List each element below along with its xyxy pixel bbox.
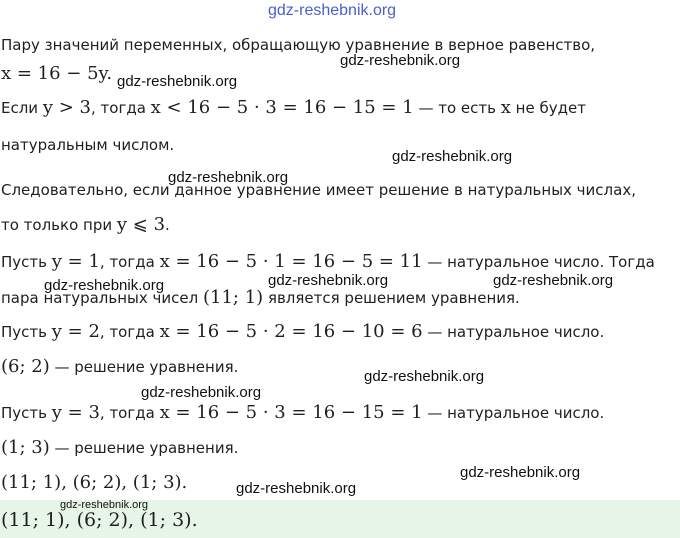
line-3-text-d: не будет bbox=[510, 99, 586, 117]
line-11-text-b: , тогда bbox=[99, 404, 160, 422]
line-12-math-a: (1; 3) bbox=[1, 437, 50, 458]
top-watermark[interactable]: gdz-reshebnik.org bbox=[268, 2, 397, 19]
solution-line-3 bbox=[1, 98, 586, 118]
solution-line-13 bbox=[1, 473, 187, 493]
watermark: gdz-reshebnik.org bbox=[236, 480, 357, 497]
solution-line-4 bbox=[1, 135, 174, 155]
line-8-text-a: пара натуральных чисел bbox=[1, 289, 203, 307]
line-3-math-c: x bbox=[500, 97, 511, 118]
solution-line-12 bbox=[1, 438, 238, 458]
watermark: gdz-reshebnik.org bbox=[392, 148, 513, 165]
line-9-text-a: Пусть bbox=[1, 323, 52, 341]
line-7-text-a: Пусть bbox=[1, 253, 52, 271]
watermark-small: gdz-reshebnik.org bbox=[60, 499, 149, 511]
watermark: gdz-reshebnik.org bbox=[141, 384, 262, 401]
line-2-equation: x = 16 − 5y. bbox=[1, 63, 113, 84]
watermark: gdz-reshebnik.org bbox=[364, 368, 485, 385]
line-10-text-a: — решение уравнения. bbox=[49, 358, 239, 376]
line-9-math-a: y = 2 bbox=[51, 321, 100, 342]
watermark: gdz-reshebnik.org bbox=[168, 169, 289, 186]
line-7-math-a: y = 1 bbox=[51, 251, 100, 272]
line-13-math-a: (11; 1), (6; 2), (1; 3). bbox=[1, 472, 188, 493]
solution-line-9 bbox=[1, 322, 604, 342]
line-8-text-b: является решением уравнения. bbox=[263, 289, 520, 307]
answer-math: (11; 1), (6; 2), (1; 3). bbox=[1, 509, 198, 531]
line-3-math-a: y > 3 bbox=[42, 97, 91, 118]
line-8-math-a: (11; 1) bbox=[202, 287, 264, 308]
solution-line-6 bbox=[1, 215, 170, 235]
solution-line-2 bbox=[1, 64, 112, 84]
watermark: gdz-reshebnik.org bbox=[44, 277, 165, 294]
line-9-text-b: , тогда bbox=[99, 323, 160, 341]
line-10-math-a: (6; 2) bbox=[1, 356, 50, 377]
line-7-text-c: — натуральное число. Тогда bbox=[422, 253, 655, 271]
line-7-text-b: , тогда bbox=[99, 253, 160, 271]
line-12-text-a: — решение уравнения. bbox=[49, 439, 239, 457]
watermark: gdz-reshebnik.org bbox=[493, 272, 614, 289]
watermark: gdz-reshebnik.org bbox=[117, 73, 238, 90]
line-9-math-b: x = 16 − 5 · 2 = 16 − 10 = 6 bbox=[159, 321, 423, 342]
line-3-text-a: Если bbox=[1, 99, 43, 117]
line-11-text-c: — натуральное число. bbox=[422, 404, 605, 422]
watermark: gdz-reshebnik.org bbox=[268, 272, 389, 289]
watermark: gdz-reshebnik.org bbox=[340, 52, 461, 69]
solution-line-1 bbox=[1, 35, 595, 55]
line-3-math-b: x < 16 − 5 · 3 = 16 − 15 = 1 bbox=[150, 97, 414, 118]
line-9-text-c: — натуральное число. bbox=[422, 323, 605, 341]
line-11-math-b: x = 16 − 5 · 3 = 16 − 15 = 1 bbox=[159, 402, 423, 423]
solution-line-7 bbox=[1, 252, 655, 272]
line-7-math-b: x = 16 − 5 · 1 = 16 − 5 = 11 bbox=[159, 251, 423, 272]
line-6-text-a: то только при bbox=[1, 216, 117, 234]
line-4-text: натуральным числом. bbox=[1, 136, 175, 154]
line-11-text-a: Пусть bbox=[1, 404, 52, 422]
watermark: gdz-reshebnik.org bbox=[460, 464, 581, 481]
solution-line-11 bbox=[1, 403, 604, 423]
line-6-text-b: . bbox=[165, 216, 170, 234]
line-3-text-c: — то есть bbox=[413, 99, 501, 117]
line-5-text: Следовательно, если данное уравнение имеет решение в натуральных числах, bbox=[1, 181, 636, 199]
line-11-math-a: y = 3 bbox=[51, 402, 100, 423]
line-1-text: Пару значений переменных, обращающую уравнение в верное равенство, bbox=[1, 36, 596, 54]
line-6-math-a: y ⩽ 3 bbox=[116, 214, 166, 235]
line-3-text-b: , тогда bbox=[91, 99, 151, 117]
solution-line-10 bbox=[1, 357, 238, 377]
solution-line-5 bbox=[1, 180, 636, 200]
